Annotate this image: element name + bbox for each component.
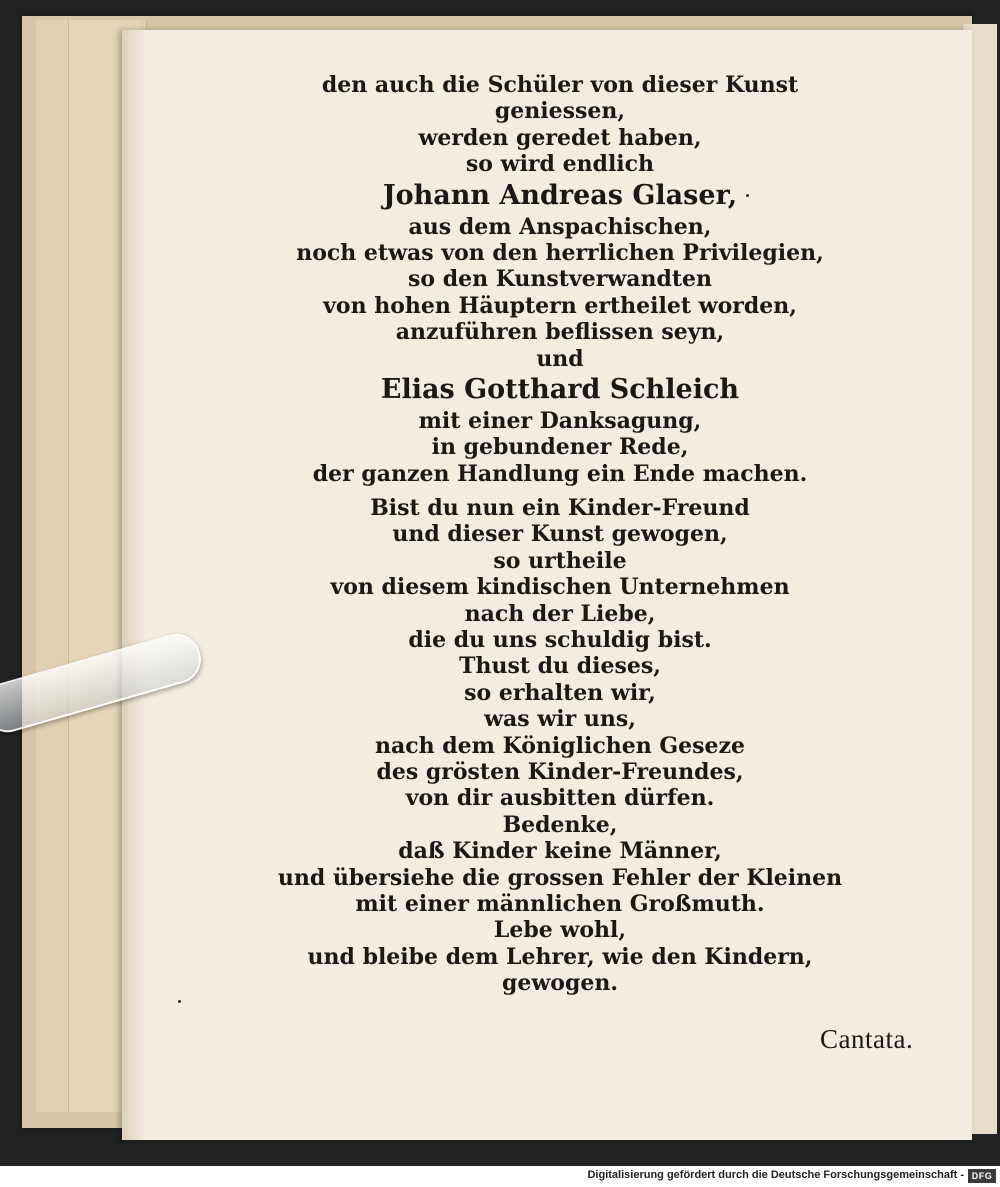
name-line: Elias Gotthard Schleich <box>380 373 740 405</box>
ink-speck <box>178 1000 181 1003</box>
text-line: werden geredet haben, <box>418 124 702 151</box>
text-line: Lebe wohl, <box>493 917 627 944</box>
text-line: nach der Liebe, <box>464 600 656 627</box>
text-line: die du uns schuldig bist. <box>408 627 712 654</box>
text-line: der ganzen Handlung ein Ende machen. <box>312 460 808 487</box>
text-line: was wir uns, <box>484 706 636 733</box>
text-line: Bist du nun ein Kinder-Freund <box>370 495 750 522</box>
text-line: so wird endlich <box>465 151 655 178</box>
text-line: aus dem Anspachischen, <box>408 213 712 240</box>
text-line: anzuführen beflissen seyn, <box>395 319 725 346</box>
text-line: so den Kunstverwandten <box>407 266 713 293</box>
text-line: des grösten Kinder-Freundes, <box>376 758 744 785</box>
digitization-credit: Digitalisierung gefördert durch die Deutsche Forschungsgemeinschaft - <box>587 1169 964 1181</box>
name-line: Johann Andreas Glaser, <box>382 179 738 211</box>
text-line: von hohen Häuptern ertheilet worden, <box>323 292 797 319</box>
text-line: den auch die Schüler von dieser Kunst <box>321 72 799 98</box>
text-line: gewogen. <box>501 970 619 997</box>
page-text <box>145 72 975 997</box>
text-line: in gebundener Rede, <box>431 434 689 461</box>
text-line: so erhalten wir, <box>464 679 656 706</box>
text-line: von dir ausbitten dürfen. <box>405 785 715 812</box>
dfg-logo: DFG <box>968 1169 996 1183</box>
text-line: noch etwas von den herrlichen Privilegien, <box>296 239 824 266</box>
ink-speck <box>746 194 749 197</box>
text-line: und übersiehe die grossen Fehler der Kleinen <box>277 864 843 891</box>
page-gutter <box>122 30 146 1140</box>
text-line: daß Kinder keine Männer, <box>398 838 722 865</box>
text-line: Thust du dieses, <box>459 653 661 680</box>
text-line: Bedenke, <box>502 811 618 838</box>
catchword: Cantata. <box>820 1024 914 1054</box>
text-line: und <box>536 345 584 372</box>
paragraph-gap <box>145 487 975 495</box>
text-line: nach dem Königlichen Geseze <box>374 732 746 759</box>
text-line: und dieser Kunst gewogen, <box>392 521 728 548</box>
text-line: und bleibe dem Lehrer, wie den Kindern, <box>307 943 813 970</box>
text-line: mit einer männlichen Großmuth. <box>355 890 765 917</box>
text-line: so urtheile <box>493 547 627 574</box>
footer-bar <box>0 1166 1000 1187</box>
text-line: von diesem kindischen Unternehmen <box>330 574 790 601</box>
text-line: mit einer Danksagung, <box>418 407 702 434</box>
text-line: geniessen, <box>494 98 626 125</box>
